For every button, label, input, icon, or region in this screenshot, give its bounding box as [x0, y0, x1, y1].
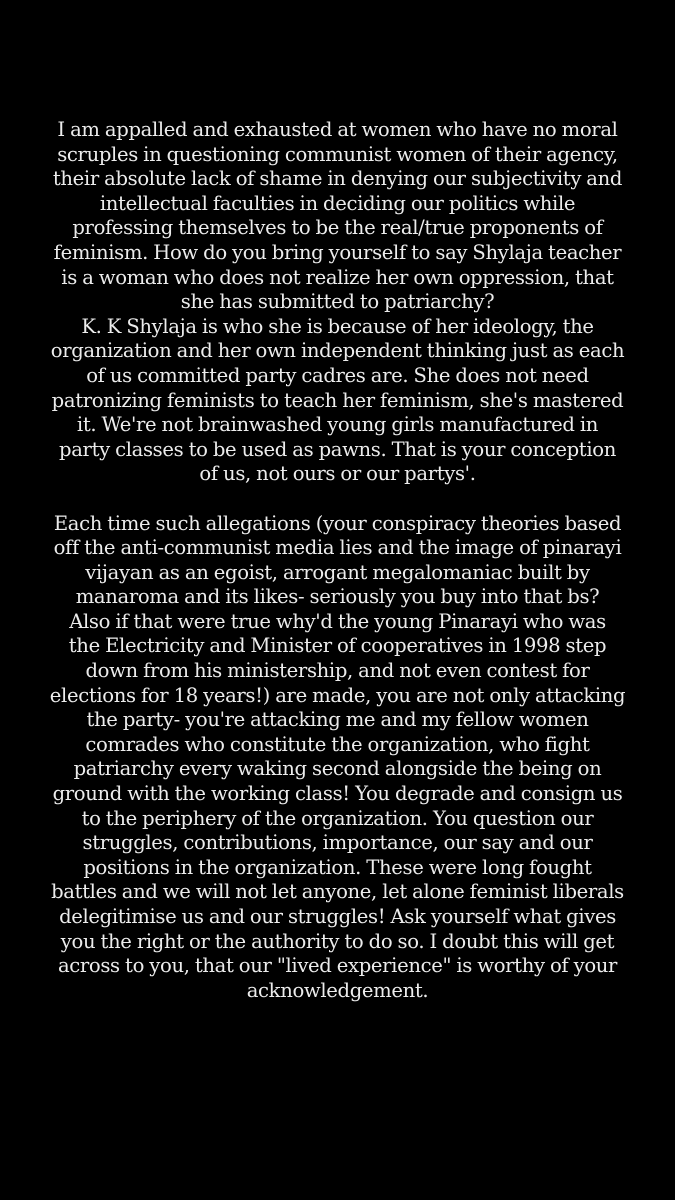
story-text-block	[0, 118, 675, 1003]
paragraph-spacer	[14, 487, 661, 512]
paragraph-opening: I am appalled and exhausted at women who have no moral scruples in questioning communist women of their agency, their absolute lack of shame in denying our subjectivity and intellectual faculties in deciding our politics while professing themselves to be the real/true proponents of feminism. How do you bring yourself to say Shylaja teacher is a woman who does not realize her own oppression, that she has submitted to patriarchy?	[52, 118, 623, 314]
paragraph-allegations: Each time such allegations (your conspiracy theories based off the anti-communist media lies and the image of pinarayi vijayan as an egoist, arrogant megalomaniac built by manaroma and its likes- seriously you buy into that bs? Also if that were true why'd the young Pinarayi who was the Electricity and Minister of cooperatives in 1998 step down from his ministership, and not even contest for elections for 18 years!) are made, you are not only attacking the party- you're attacking me and my fellow women comrades who constitute the organization, who fight patriarchy every waking second alongside the being on ground with the working class! You degrade and consign us to the periphery of the organization. You question our struggles, contributions, importance, our say and our positions in the organization. These were long fought battles and we will not let anyone, let alone feminist liberals delegitimise us and our struggles! Ask yourself what gives you the right or the authority to do so. I doubt this will get across to you, that our "lived experience" is worthy of your acknowledgement.	[49, 511, 626, 1002]
paragraph-shylaja: K. K Shylaja is who she is because of her ideology, the organization and her own independent thinking just as each of us committed party cadres are. She does not need patronizing feminists to teach her feminism, she's mastered it. We're not brainwashed young girls manufactured in party classes to be used as pawns. That is your conception of us, not ours or our partys'.	[50, 314, 625, 486]
